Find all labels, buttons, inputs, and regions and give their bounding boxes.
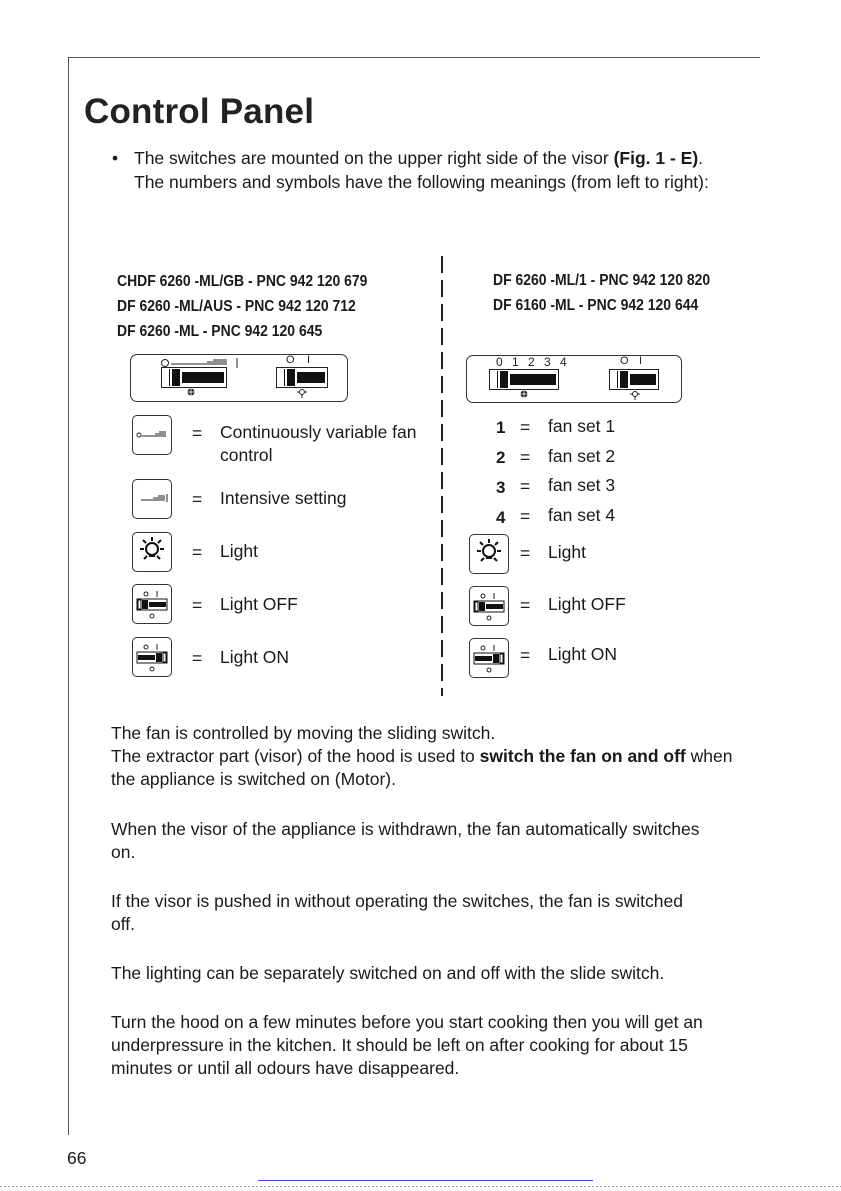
paragraph-visor-pushed: If the visor is pushed in without operating the switches, the fan is switched off.: [111, 891, 683, 934]
page-number: 66: [67, 1148, 87, 1168]
equals-sign: =: [192, 489, 203, 509]
fan-set-number: 3: [496, 478, 506, 497]
equals-sign: =: [192, 595, 203, 615]
paragraph-visor-withdrawn: When the visor of the appliance is withdrawn, the fan automatically switches on.: [111, 819, 700, 862]
light-label: Light: [220, 541, 258, 561]
on-mark: I: [307, 354, 311, 366]
fan-icon: [519, 389, 529, 399]
equals-sign: =: [520, 417, 531, 437]
fan-slide-switch[interactable]: [161, 367, 227, 388]
intro-period: .: [698, 148, 704, 168]
paragraph-text: when the appliance is switched on (Motor).: [111, 746, 733, 789]
intro-text: The switches are mounted on the upper right side of the visor: [134, 148, 614, 168]
paragraph-lighting: The lighting can be separately switched on and off with the slide switch.: [111, 963, 665, 983]
footer-dotted-rule: [0, 1186, 841, 1187]
model-line: CHDF 6260 -ML/GB - PNC 942 120 679: [117, 273, 368, 290]
light-label: Light: [548, 542, 586, 562]
on-mark: I: [639, 355, 643, 367]
bullet-mark: •: [112, 148, 119, 168]
top-rule: [68, 57, 760, 58]
light-off-switch-icon: [469, 586, 509, 626]
equals-sign: =: [520, 645, 531, 665]
equals-sign: =: [192, 648, 203, 668]
paragraph-operating-tip: Turn the hood on a few minutes before you start cooking then you will get an underpressure in the kitchen. It should be left on after cooking for about 15 minutes or until all odours have disappeared.: [111, 1012, 703, 1078]
fig-reference: (Fig. 1 - E): [613, 148, 699, 168]
paragraph-text: The fan is controlled by moving the sliding switch.: [111, 723, 496, 743]
left-model-list: [117, 269, 367, 344]
light-off-label: Light OFF: [548, 594, 626, 614]
light-on-switch-icon: [469, 638, 509, 678]
model-line: DF 6160 -ML - PNC 942 120 644: [493, 297, 699, 314]
equals-sign: =: [192, 423, 203, 443]
equals-sign: =: [520, 543, 531, 563]
paragraph-emphasis: switch the fan on and off: [479, 746, 686, 766]
footer-link-underline: [258, 1180, 593, 1181]
fan-slide-switch[interactable]: [489, 369, 559, 390]
light-bulb-icon: [629, 389, 641, 401]
paragraph-text: The extractor part (visor) of the hood is used to: [111, 746, 480, 766]
right-model-list: [493, 268, 710, 318]
equals-sign: =: [520, 447, 531, 467]
fan-set-number: 1: [496, 418, 506, 437]
light-bulb-icon: [469, 534, 509, 574]
light-on-switch-icon: [132, 637, 172, 677]
equals-sign: =: [520, 595, 531, 615]
equals-sign: =: [192, 542, 203, 562]
intensive-setting-label: Intensive setting: [220, 488, 347, 508]
fan-set-label: fan set 4: [548, 505, 616, 525]
fan-set-number: 2: [496, 448, 506, 467]
model-line: DF 6260 -ML/1 - PNC 942 120 820: [493, 272, 711, 289]
equals-sign: =: [520, 506, 531, 526]
right-switch-panel: [466, 355, 682, 403]
light-bulb-icon: [132, 532, 172, 572]
model-line: DF 6260 -ML/AUS - PNC 942 120 712: [117, 298, 356, 315]
light-off-label: Light OFF: [220, 594, 298, 614]
continuous-variable-icon: [132, 415, 172, 455]
light-on-label: Light ON: [220, 647, 290, 667]
intro-bullet-item: [112, 146, 742, 194]
fan-icon: [186, 387, 196, 397]
left-rule: [68, 57, 69, 1135]
light-slide-switch[interactable]: [609, 369, 659, 390]
left-switch-panel: [130, 354, 348, 402]
fan-set-number: 4: [496, 508, 506, 527]
model-line: DF 6260 -ML - PNC 942 120 645: [117, 323, 323, 340]
paragraph-fan-control: [111, 722, 751, 791]
light-slide-switch[interactable]: [276, 367, 328, 388]
page-title: Control Panel: [84, 92, 315, 131]
fan-set-label: fan set 1: [548, 416, 616, 436]
intensive-setting-icon: [132, 479, 172, 519]
intro-meanings: The numbers and symbols have the following meanings (from left to right):: [134, 172, 709, 192]
continuous-variable-label: Continuously variable fan control: [220, 422, 417, 465]
fan-set-label: fan set 2: [548, 446, 616, 466]
fan-set-label: fan set 3: [548, 475, 616, 495]
equals-sign: =: [520, 476, 531, 496]
fan-scale-label: 0 1 2 3 4: [496, 355, 570, 369]
light-on-label: Light ON: [548, 644, 618, 664]
light-bulb-icon: [296, 387, 308, 399]
light-off-switch-icon: [132, 584, 172, 624]
off-mark: O: [286, 354, 295, 366]
column-divider: [441, 256, 443, 696]
off-mark: O: [620, 355, 629, 367]
